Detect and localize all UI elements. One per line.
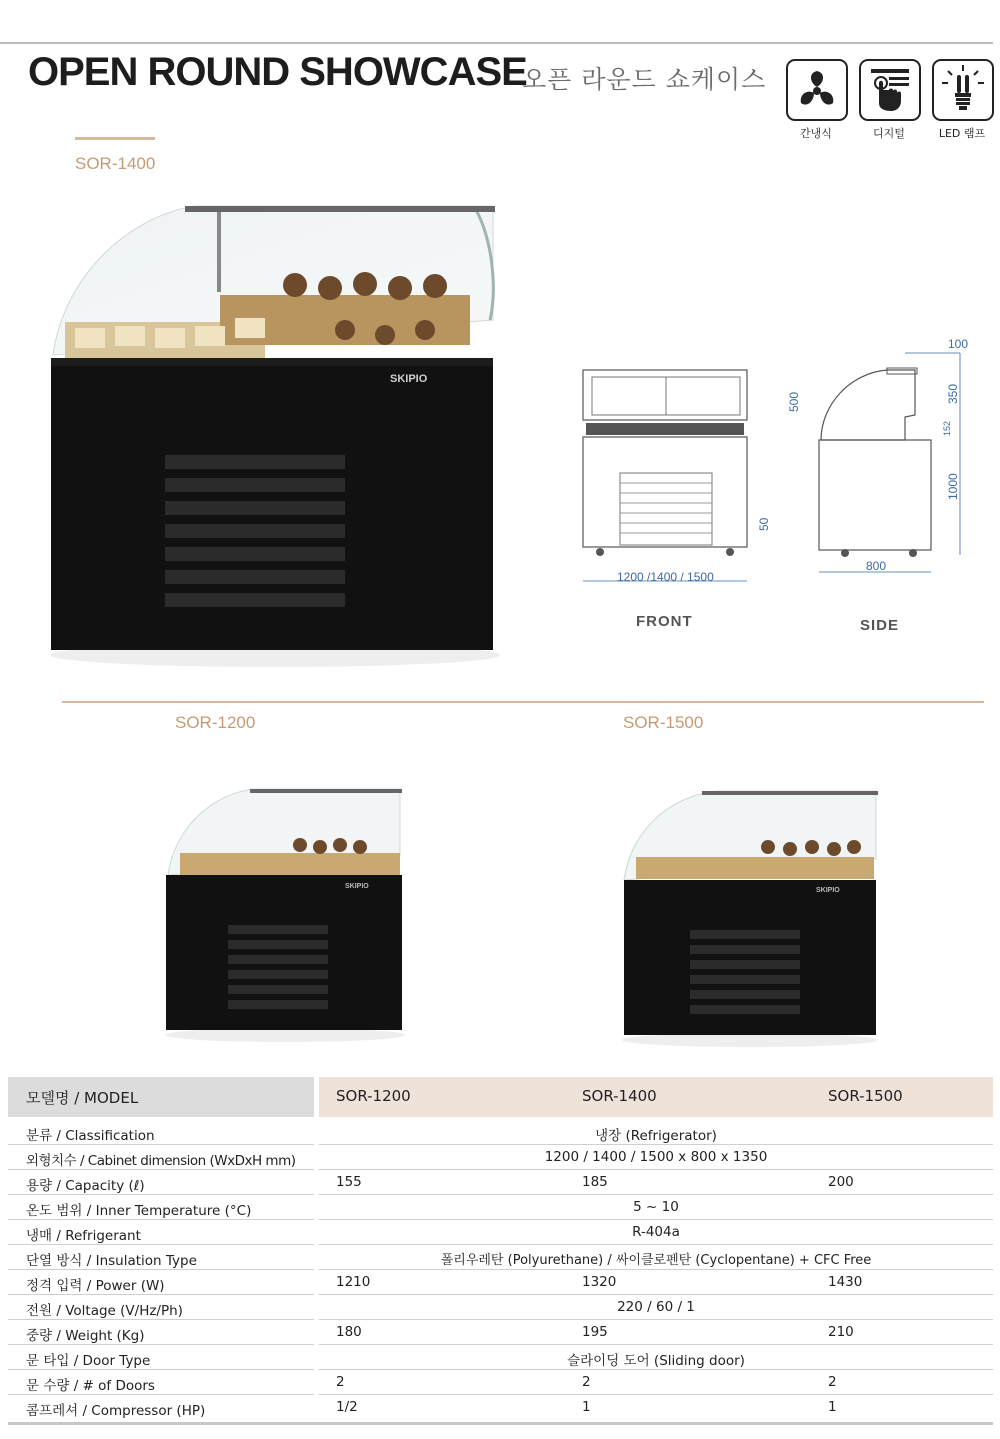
table-bottom-border: [8, 1422, 993, 1425]
spec-row-value-1: 1/2: [336, 1399, 358, 1415]
side-label: SIDE: [860, 617, 900, 634]
spec-row: [8, 1395, 993, 1420]
front-height-dim: 500: [787, 391, 801, 412]
brand-logo-right: SKIPIO: [816, 887, 840, 894]
model-label-right: SOR-1500: [623, 713, 704, 732]
spec-row-value: R-404a: [632, 1224, 680, 1240]
spec-header-model: [8, 1077, 314, 1117]
spec-row-value-3: 1430: [828, 1274, 863, 1290]
spec-row: [8, 1170, 993, 1195]
spec-row-value-2: 2: [582, 1374, 591, 1390]
product-image-right: [618, 785, 883, 1050]
spec-header-model-1: SOR-1200: [336, 1087, 411, 1105]
led-lamp-label: LED 램프: [938, 127, 986, 140]
spec-row: [8, 1145, 993, 1170]
spec-header-models: [319, 1077, 993, 1117]
spec-row-label: 문 수량 / # of Doors: [26, 1378, 155, 1394]
spec-row-value: 5 ~ 10: [633, 1199, 679, 1215]
spec-header-model-2: SOR-1400: [582, 1087, 657, 1105]
spec-row: [8, 1295, 993, 1320]
spec-row-value: 1200 / 1400 / 1500 x 800 x 1350: [544, 1149, 768, 1165]
model-label-left: SOR-1200: [175, 713, 256, 732]
brand-logo-left: SKIPIO: [345, 883, 369, 890]
fan-label: 간냉식: [800, 127, 832, 140]
spec-row-label: 정격 입력 / Power (W): [26, 1278, 165, 1294]
spec-row-value-3: 210: [828, 1324, 854, 1340]
page-title: OPEN ROUND SHOWCASE: [28, 50, 527, 94]
product-image-left: [160, 785, 410, 1045]
side-body-dim: 1000: [946, 473, 960, 500]
spec-row: [8, 1270, 993, 1295]
spec-row: [8, 1320, 993, 1345]
spec-row-label: 분류 / Classification: [26, 1128, 155, 1144]
brand-logo: SKIPIO: [390, 373, 428, 385]
spec-row-value: 슬라이딩 도어 (Sliding door): [567, 1353, 745, 1369]
spec-row: [8, 1245, 993, 1270]
spec-row-value: 냉장 (Refrigerator): [595, 1128, 717, 1144]
spec-row: [8, 1345, 993, 1370]
spec-row-label: 용량 / Capacity (ℓ): [26, 1178, 145, 1194]
front-leg-dim: 50: [757, 517, 771, 531]
spec-row-label: 중량 / Weight (Kg): [26, 1328, 145, 1344]
front-drawing: [570, 355, 770, 590]
side-glass-dim: 350: [946, 383, 960, 404]
product-image-main: [45, 200, 505, 670]
fan-icon: [786, 59, 848, 121]
front-width-dim: 1200 /1400 / 1500: [617, 570, 714, 584]
spec-row-value-3: 200: [828, 1174, 854, 1190]
model-label-main: SOR-1400: [75, 154, 156, 173]
side-step-dim: 152: [942, 420, 952, 436]
digital-label: 디지털: [873, 127, 905, 140]
spec-row-value-2: 195: [582, 1324, 608, 1340]
spec-row-value: 폴리우레탄 (Polyurethane) / 싸이클로펜탄 (Cyclopentane) + CFC Free: [440, 1253, 872, 1268]
spec-row-label: 문 타입 / Door Type: [26, 1353, 151, 1369]
spec-header-model-3: SOR-1500: [828, 1087, 903, 1105]
spec-row-label: 전원 / Voltage (V/Hz/Ph): [26, 1303, 183, 1319]
digital-touch-icon: [859, 59, 921, 121]
spec-row: [8, 1370, 993, 1395]
led-lamp-icon: [932, 59, 994, 121]
spec-row: [8, 1220, 993, 1245]
spec-row-value-1: 1210: [336, 1274, 371, 1290]
spec-header-label: 모델명 / MODEL: [26, 1089, 139, 1107]
page-subtitle: 오픈 라운드 쇼케이스: [522, 65, 767, 94]
spec-row: [8, 1120, 993, 1145]
top-divider: [0, 42, 993, 44]
spec-row-label: 외형치수 / Cabinet dimension (WxDxH mm): [26, 1153, 296, 1169]
spec-row-value-1: 2: [336, 1374, 345, 1390]
spec-row-value-2: 1: [582, 1399, 591, 1415]
front-label: FRONT: [636, 613, 693, 630]
spec-row-value-2: 1320: [582, 1274, 617, 1290]
side-drawing: [805, 335, 975, 585]
side-depth-dim: 800: [866, 559, 887, 573]
spec-row-value-2: 185: [582, 1174, 608, 1190]
section-divider: [62, 701, 984, 703]
spec-row-value-3: 2: [828, 1374, 837, 1390]
side-top-dim: 100: [948, 337, 969, 351]
spec-row-label: 냉매 / Refrigerant: [26, 1228, 141, 1244]
spec-row-label: 온도 범위 / Inner Temperature (°C): [26, 1203, 252, 1219]
spec-row: [8, 1195, 993, 1220]
spec-row-label: 콤프레셔 / Compressor (HP): [26, 1403, 206, 1419]
spec-row-value-1: 155: [336, 1174, 362, 1190]
spec-row-value-1: 180: [336, 1324, 362, 1340]
accent-line: [75, 137, 155, 140]
spec-row-value-3: 1: [828, 1399, 837, 1415]
spec-row-label: 단열 방식 / Insulation Type: [26, 1253, 197, 1269]
spec-row-value: 220 / 60 / 1: [617, 1299, 695, 1315]
